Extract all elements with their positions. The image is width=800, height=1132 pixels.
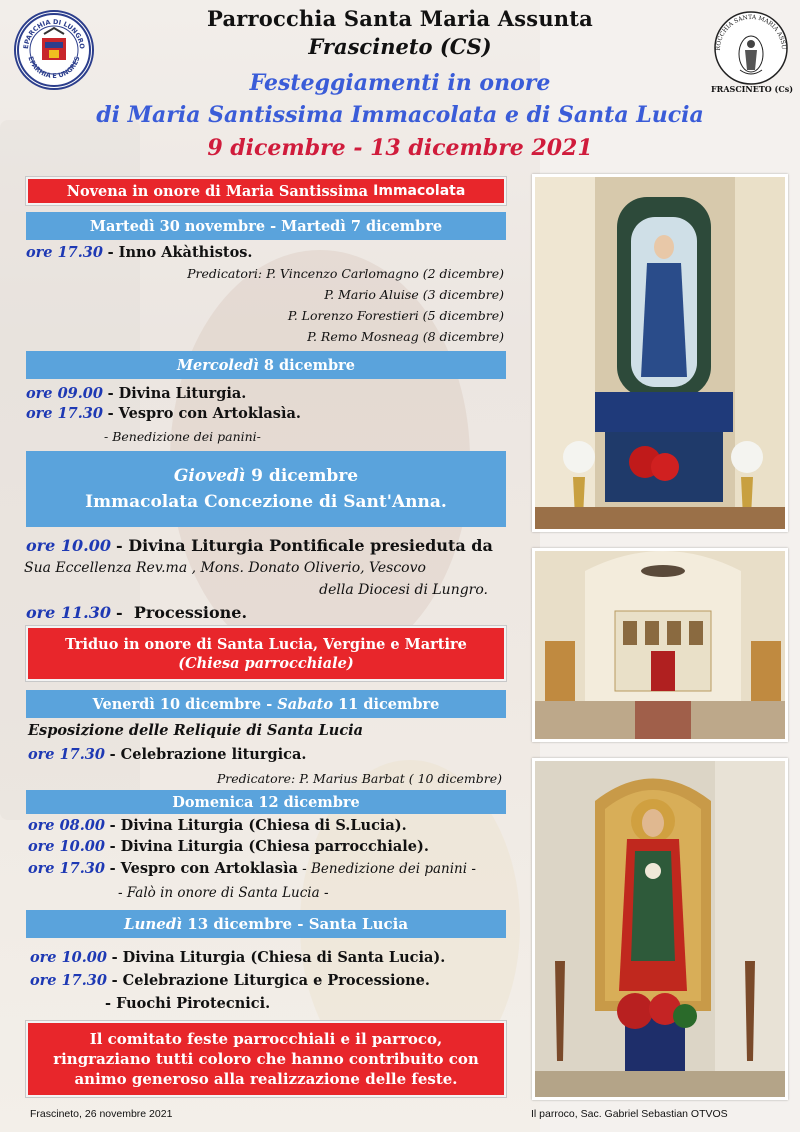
lunedi-bar [26,910,506,938]
predicatori-row-4: P. Remo Mosneag (8 dicembre) [307,329,504,344]
domenica-row-3 [28,860,476,877]
activity: - Celebrazione Liturgica e Processione. [111,972,430,989]
triduo-title-bar [26,626,506,681]
giovedi-row-2 [26,603,247,622]
statue-photo-icon [535,177,788,532]
triduo-date-bar [26,690,506,718]
esposizione-row: Esposizione delle Reliquie di Santa Lucia [28,722,364,739]
giovedi-row-1-line3: della Diocesi di Lungro. [319,582,488,598]
novena-date-bar [26,212,506,240]
novena-title-bar [26,177,506,205]
domenica-row-2 [28,838,429,855]
footer-signature: Il parroco, Sac. Gabriel Sebastian OTVOS [531,1108,728,1120]
lunedi-row-3: - Fuochi Pirotecnici. [105,995,271,1012]
triduo-row-1 [28,746,306,763]
time: ore 10.00 [28,838,105,855]
domenica-note: - Falò in onore di Santa Lucia - [118,885,329,901]
time: ore 08.00 [28,817,105,834]
festivity-dates: 9 dicembre - 13 dicembre 2021 [207,135,593,161]
svg-text:EPARHIA E UNGRES: EPARHIA E UNGRES [26,55,82,81]
activity: - Celebrazione liturgica. [109,746,307,763]
closing-box [26,1021,506,1097]
novena-row-1 [26,244,252,261]
triduo-date-c: 11 dicembre [333,695,440,713]
mercoledi-bar [26,351,506,379]
footer-place-date: Frascineto, 26 novembre 2021 [30,1108,173,1120]
activity: - Processione. [116,603,248,622]
novena-title-bold: Immacolata [373,183,466,199]
mercoledi-row-1 [26,385,246,402]
triduo-date-a: Venerdì 10 dicembre - [92,695,278,713]
domenica-day: Domenica 12 dicembre [172,793,360,811]
svg-text:EPARCHIA DI LUNGRO: EPARCHIA DI LUNGRO [21,17,87,50]
time: ore 10.00 [30,949,107,966]
activity: - Divina Liturgia Pontificale presieduta da [116,536,493,555]
parish-logo-caption: FRASCINETO (Cs) [711,84,793,94]
mercoledi-row-2 [26,405,301,422]
closing-line-3: animo generoso alla realizzazione delle feste. [74,1070,458,1089]
parish-title: Parrocchia Santa Maria Assunta [207,6,593,31]
santa-lucia-photo-icon [535,761,788,1100]
giovedi-bar [26,451,506,527]
activity: - Inno Akàthistos. [107,244,253,261]
domenica-row-1 [28,817,407,834]
time: ore 17.30 [30,972,107,989]
activity: - Vespro con Artoklasìa [109,860,298,877]
time: ore 09.00 [26,385,103,402]
activity: - Divina Liturgia (Chiesa parrocchiale). [109,838,429,855]
predicatori-row-1 [187,266,504,281]
photo-church-interior [532,548,788,742]
mercoledi-day-rest: 8 dicembre [258,356,356,374]
lunedi-day-rest: 13 dicembre - Santa Lucia [182,915,409,933]
photo-immacolata-statue [532,174,788,532]
activity: - Vespro con Artoklasìa. [107,405,301,422]
lunedi-row-2 [30,972,430,989]
triduo-predicatore: Predicatore: P. Marius Barbat ( 10 dicembre) [216,771,502,786]
activity-note: - Benedizione dei panini - [297,861,476,877]
eparchy-seal-icon [16,12,92,88]
closing-line-2: ringraziano tutti coloro che hanno contribuito con [53,1049,479,1068]
town-title: Frascineto (CS) [308,34,492,59]
time: ore 17.30 [26,244,103,261]
triduo-subtitle: (Chiesa parrocchiale) [178,654,354,672]
time: ore 17.30 [26,405,103,422]
parish-seal-icon [710,8,792,86]
novena-title: Novena in onore di Maria Santissima [66,182,374,200]
giovedi-subtitle: Immacolata Concezione di Sant'Anna. [85,492,447,512]
time: ore 17.30 [28,860,105,877]
time: ore 10.00 [26,536,111,555]
predicatori-row-2: P. Mario Aluise (3 dicembre) [324,287,504,302]
lunedi-day-italic: Lunedì [123,915,183,933]
church-photo-icon [535,551,788,742]
novena-date: Martedì 30 novembre - Martedì 7 dicembre [89,217,443,235]
time: ore 11.30 [26,603,111,622]
triduo-date-b: Sabato [277,695,334,713]
closing-line-1: Il comitato feste parrocchiali e il parroco, [89,1029,443,1048]
activity: - Divina Liturgia (Chiesa di Santa Lucia). [111,949,446,966]
predicatori-row-3: P. Lorenzo Forestieri (5 dicembre) [287,308,504,323]
predicatore-1: P. Vincenzo Carlomagno (2 dicembre) [266,266,504,281]
giovedi-row-1 [26,536,493,555]
festivity-subtitle: di Maria Santissima Immacolata e di Santa Lucia [96,102,704,128]
festivity-title: Festeggiamenti in onore [249,70,551,96]
domenica-bar [26,790,506,814]
activity: - Divina Liturgia. [107,385,247,402]
eparchy-logo [14,10,94,90]
mercoledi-note: - Benedizione dei panini- [104,429,261,444]
mercoledi-day-italic: Mercoledì [176,356,259,374]
activity: - Divina Liturgia (Chiesa di S.Lucia). [109,817,407,834]
svg-text:PARROCCHIA SANTA MARIA ASSUNTA: ROCCHIA SANTA MARIA ASSU [714,13,788,51]
time: ore 17.30 [28,746,105,763]
giovedi-day-rest: 9 dicembre [245,466,359,486]
giovedi-row-1-line2: Sua Eccellenza Rev.ma , Mons. Donato Oliverio, Vescovo [24,560,426,576]
predicatori-label: Predicatori: [187,266,263,281]
lunedi-row-1 [30,949,445,966]
photo-santa-lucia-icon [532,758,788,1100]
giovedi-day-italic: Giovedì [173,466,246,486]
triduo-title: Triduo in onore di Santa Lucia, Vergine e Martire [65,635,467,653]
